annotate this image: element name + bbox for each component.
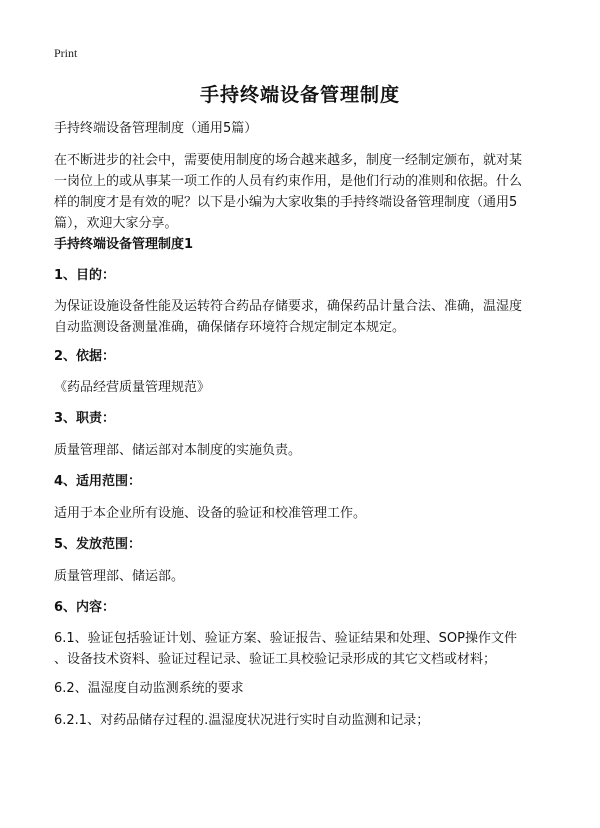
content-heading: 6、内容： (54, 600, 116, 615)
scope-heading: 4、适用范围： (54, 474, 142, 489)
content-item-line: 、设备技术资料、验证过程记录、验证工具校验记录形成的其它文档或材料； (54, 652, 497, 667)
distribution-text: 质量管理部、储运部。 (54, 569, 185, 584)
distribution-heading: 5、发放范围： (54, 537, 142, 552)
purpose-paragraph (54, 296, 550, 338)
purpose-line: 自动监测设备测量准确，确保储存环境符合规定制定本规定。 (54, 320, 406, 335)
duty-text: 质量管理部、储运部对本制度的实施负责。 (54, 443, 302, 458)
basis-heading: 2、依据： (54, 349, 116, 364)
section-title: 手持终端设备管理制度1 (54, 237, 194, 252)
intro-paragraph (54, 150, 550, 234)
document-subtitle: 手持终端设备管理制度（通用5篇） (54, 121, 258, 136)
content-item-6-1 (54, 628, 550, 670)
content-item-6-2: 6.2、温湿度自动监测系统的要求 (54, 681, 244, 696)
scope-text: 适用于本企业所有设施、设备的验证和校准管理工作。 (54, 506, 367, 521)
purpose-heading: 1、目的： (54, 268, 116, 283)
content-item-6-2-1: 6.2.1、对药品储存过程的.温湿度状况进行实时自动监测和记录； (54, 713, 430, 728)
intro-line: 一岗位上的或从事某一项工作的人员有约束作用，是他们行动的准则和依据。什么 (54, 174, 523, 189)
print-label: Print (54, 46, 78, 60)
basis-text: 《药品经营质量管理规范》 (54, 380, 211, 395)
document-title: 手持终端设备管理制度 (199, 84, 400, 106)
intro-line: 在不断进步的社会中，需要使用制度的场合越来越多，制度一经制定颁布，就对某 (54, 153, 523, 168)
intro-line: 样的制度才是有效的呢？以下是小编为大家收集的手持终端设备管理制度（通用5 (54, 195, 518, 210)
purpose-line: 为保证设施设备性能及运转符合药品存储要求，确保药品计量合法、准确，温湿度 (54, 299, 523, 314)
content-item-line: 6.1、验证包括验证计划、验证方案、验证报告、验证结果和处理、SOP操作文件 (54, 631, 517, 646)
intro-line: 篇），欢迎大家分享。 (54, 216, 178, 231)
duty-heading: 3、职责： (54, 411, 116, 426)
